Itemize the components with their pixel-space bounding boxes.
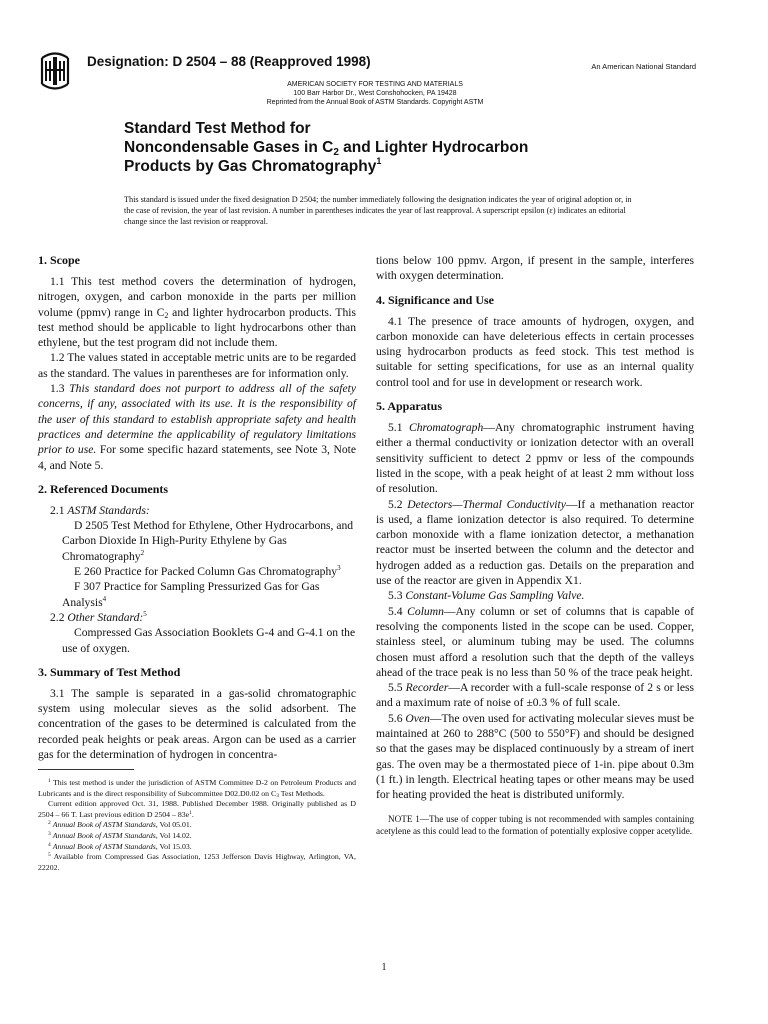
reference-d2505: D 2505 Test Method for Ethylene, Other Hydrocarbons, and Carbon Dioxide In High-Purity Ethylene by Gas Chromatography$^2$ [62,519,354,563]
paragraph-5-2: 5.2 Detectors—Thermal Conductivity—If a methanation reactor is used, a flame ionization detector is also required. To determine carbon monoxide with a flame ionization detector, a methanation reactor must be inserted between the column and the detector and hydrogen added as a reduction gas. Details on the preparation and use of the reactor are given in Appendix X1. [376,497,694,588]
section-heading-apparatus: 5. Apparatus [376,399,443,414]
footnote-1: $^1$ This test method is under the jurisdiction of ASTM Committee D-2 on Petroleum Products and Lubricants and is the direct responsibility of Subcommittee D02.D0.02 on $C_3$ Test Methods. [38,778,356,799]
society-name: AMERICAN SOCIETY FOR TESTING AND MATERIALS [287,81,463,88]
section-heading-referenced-documents: 2. Referenced Documents [38,481,169,496]
astm-logo-icon [38,48,72,94]
footnote-5: $^5$ Available from Compressed Gas Association, 1253 Jefferson Davis Highway, Arlington, VA, 22202. [38,852,356,872]
footnote-3: $^3$ Annual Book of ASTM Standards, Vol 14.02. [48,830,192,840]
paragraph-5-6: 5.6 Oven—The oven used for activating molecular sieves must be maintained at 260 to 288°C (500 to 550°F) and should be designed so that the gases may be displaced continuously by a stream of inert gas. The oven may be a thermostated piece of 1-in. pipe about 0.3m (1 ft.) in length. Electrical heating tapes or other means may be used for heating provided the heat is distributed uniformly. [376,711,694,802]
page-number: 1 [381,962,387,973]
note-1: NOTE 1—The use of copper tubing is not recommended with samples containing acetylene as this could lead to the formation of potentially explosive copper acetylide. [376,813,694,836]
footnote-4: $^4$ Annual Book of ASTM Standards, Vol 15.03. [48,841,192,851]
reference-e260: E 260 Practice for Packed Column Gas Chromatography$^3$ [74,564,341,579]
right-column [376,253,694,837]
subheading-other-standard: 2.2 Other Standard:$^5$ [50,609,147,624]
paragraph-4-1: 4.1 The presence of trace amounts of hydrogen, oxygen, and carbon monoxide can have deleterious effects in certain processes using hydrocarbon products as feed stock. This test method is suitable for setting specifications, for use as an internal quality control tool and for use in development or research work. [376,314,694,389]
reprint-notice: Reprinted from the Annual Book of ASTM Standards. Copyright ASTM [266,99,484,106]
paragraph-5-4: 5.4 Column—Any column or set of columns that is capable of resolving the components listed in the scope can be used. Copper, stainless steel, or aluminum tubing may be used. The columns chosen must afford a resolution such that the depth of the valleys ahead of the trace peak is no less than 50 % of the trace peak height. [376,604,694,679]
reference-f307: F 307 Practice for Sampling Pressurized Gas for Gas Analysis$^4$ [62,580,320,609]
paragraph-5-5: 5.5 Recorder—A recorder with a full-scale response of 2 s or less and a maximum rate of noise of ±0.3 % of full scale. [376,681,694,710]
footnotes [38,778,356,873]
section-heading-significance: 4. Significance and Use [376,292,495,307]
national-standard-label: An American National Standard [591,62,696,71]
paragraph-1-2: 1.2 The values stated in acceptable metric units are to be regarded as the standard. The values in parentheses are for information only. [38,351,356,380]
title-line-1: Standard Test Method for [124,120,311,137]
footnote-2: $^2$ Annual Book of ASTM Standards, Vol 05.01. [48,820,192,830]
document-title [124,119,684,176]
designation-notice: This standard is issued under the fixed designation D 2504; the number immediately following the designation indicates the year of original adoption or, in the case of revision, the year of last revision. A number in parentheses indicates the year of last reapproval. A superscript epsilon (ε) indicates an editorial change since the last revision or reapproval. [124,195,632,227]
paragraph-3-1: 3.1 The sample is separated in a gas-solid chromatographic system using molecular sieves as the solid adsorbent. The concentration of the gases to be determined is calculated from the recorded peak heights or peak areas. Argon can be used as a carrier gas for the determination of hydrogen in concentra- [38,686,356,762]
left-column [38,253,356,762]
footnote-1-edition: Current edition approved Oct. 31, 1988. Published December 1988. Originally published as D 2504 – 66 T. Last previous edition D $2504 - 83e^1$. [38,799,356,819]
society-address: 100 Barr Harbor Dr., West Conshohocken, PA 19428 [293,90,457,97]
designation: Designation: D 2504 – 88 (Reapproved 1998) [87,54,371,69]
paragraph-1-1: 1.1 This test method covers the determination of hydrogen, nitrogen, oxygen, and carbon monoxide in the parts per million volume (ppmv) range in $C_2$ and lighter hydrocarbon products. This test method should be applicable to light hydrocarbons other than ethylene, but the test program did not include them. [38,275,356,350]
paragraph-5-1: 5.1 Chromatograph—Any chromatographic instrument having either a thermal conductivity or ionization detector with an overall sensitivity sufficient to detect 2 ppmv or less of the compounds listed in the scope, with a peak height of at least 2 mm without loss of resolution. [376,421,694,496]
paragraph-3-1-continued: tions below 100 ppmv. Argon, if present in the sample, interferes with oxygen determination. [376,254,694,283]
footnote-divider [38,769,134,770]
reference-cga-booklets: Compressed Gas Association Booklets G-4 and G-4.1 on the use of oxygen. [62,626,356,655]
paragraph-5-3: 5.3 Constant-Volume Gas Sampling Valve. [388,589,585,603]
section-heading-summary: 3. Summary of Test Method [38,664,181,679]
subheading-astm-standards: 2.1 ASTM Standards: [50,503,150,517]
section-heading-scope: 1. Scope [38,253,80,267]
paragraph-1-3: 1.3 This standard does not purport to address all of the safety concerns, if any, associated with its use. It is the responsibility of the user of this standard to establish appropriate safety and health practices and determine the applicability of regulatory limitations prior to use. For some specific hazard statements, see Note 3, Note 4, and Note 5. [38,382,356,472]
title-line-2: Noncondensable Gases in $C_2$ and Lighter Hydrocarbon [124,139,529,158]
title-line-3: Products by Gas Chromatography$^1$ [124,156,382,175]
society-block [180,80,570,107]
